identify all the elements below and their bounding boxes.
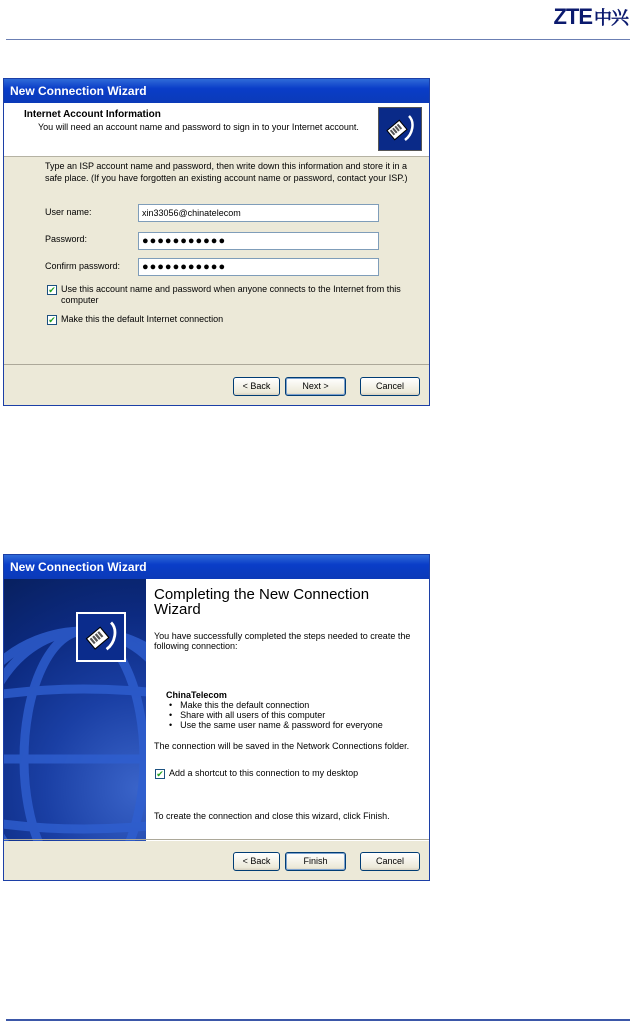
header-subtitle: You will need an account name and password to sign in to your Internet account. (38, 122, 359, 132)
window-titlebar[interactable]: New Connection Wizard (4, 555, 429, 579)
header-rule (6, 39, 630, 40)
back-button[interactable]: < Back (233, 852, 280, 871)
wizard-main-panel (146, 579, 429, 841)
back-button[interactable]: < Back (233, 377, 280, 396)
list-item: • Make this the default connection (169, 700, 383, 710)
connection-properties-list (169, 700, 383, 730)
default-connection-label: Make this the default Internet connection (61, 314, 224, 324)
network-cable-icon (76, 612, 126, 662)
confirm-password-label: Confirm password: (45, 261, 121, 271)
intro-text: Type an ISP account name and password, then write down this information and store it in a safe place. (If you have forgotten an existing account name or password, contact your ISP.) (45, 161, 408, 183)
saved-location-text: The connection will be saved in the Network Connections folder. (154, 741, 410, 751)
finish-instruction: To create the connection and close this wizard, click Finish. (154, 811, 390, 821)
password-field[interactable]: ●●●●●●●●●●● (138, 232, 379, 250)
wizard-body (4, 157, 429, 366)
cancel-button[interactable]: Cancel (360, 377, 420, 396)
list-item: • Use the same user name & password for everyone (169, 720, 383, 730)
default-connection-checkbox[interactable]: ✔ (48, 315, 56, 325)
header-title: Internet Account Information (24, 109, 161, 120)
wizard-footer (4, 364, 429, 405)
username-field[interactable]: xin33056@chinatelecom (138, 204, 379, 222)
new-connection-wizard-account-window (3, 78, 430, 406)
network-cable-icon (378, 107, 422, 151)
next-button[interactable]: Next > (285, 377, 346, 396)
connection-name: ChinaTelecom (166, 690, 227, 700)
cancel-button[interactable]: Cancel (360, 852, 420, 871)
finish-button[interactable]: Finish (285, 852, 346, 871)
use-account-checkbox[interactable]: ✔ (48, 285, 56, 295)
password-label: Password: (45, 234, 88, 244)
wizard-footer (4, 839, 429, 880)
completion-title: Completing the New Connection Wizard (154, 586, 370, 618)
footer-rule (6, 1019, 630, 1021)
username-label: User name: (45, 207, 92, 217)
desktop-shortcut-checkbox[interactable]: ✔ (156, 769, 164, 779)
use-account-label: Use this account name and password when anyone connects to the Internet from this computer (61, 284, 401, 305)
wizard-header (4, 103, 429, 157)
desktop-shortcut-label: Add a shortcut to this connection to my desktop (169, 768, 359, 778)
new-connection-wizard-complete-window (3, 554, 430, 881)
confirm-password-field[interactable]: ●●●●●●●●●●● (138, 258, 379, 276)
wizard-sidebar (4, 579, 146, 841)
window-titlebar[interactable]: New Connection Wizard (4, 79, 429, 103)
zte-logo: ZTE 中兴 (553, 4, 628, 29)
success-text: You have successfully completed the steps needed to create the following connection: (154, 631, 411, 651)
list-item: • Share with all users of this computer (169, 710, 383, 720)
